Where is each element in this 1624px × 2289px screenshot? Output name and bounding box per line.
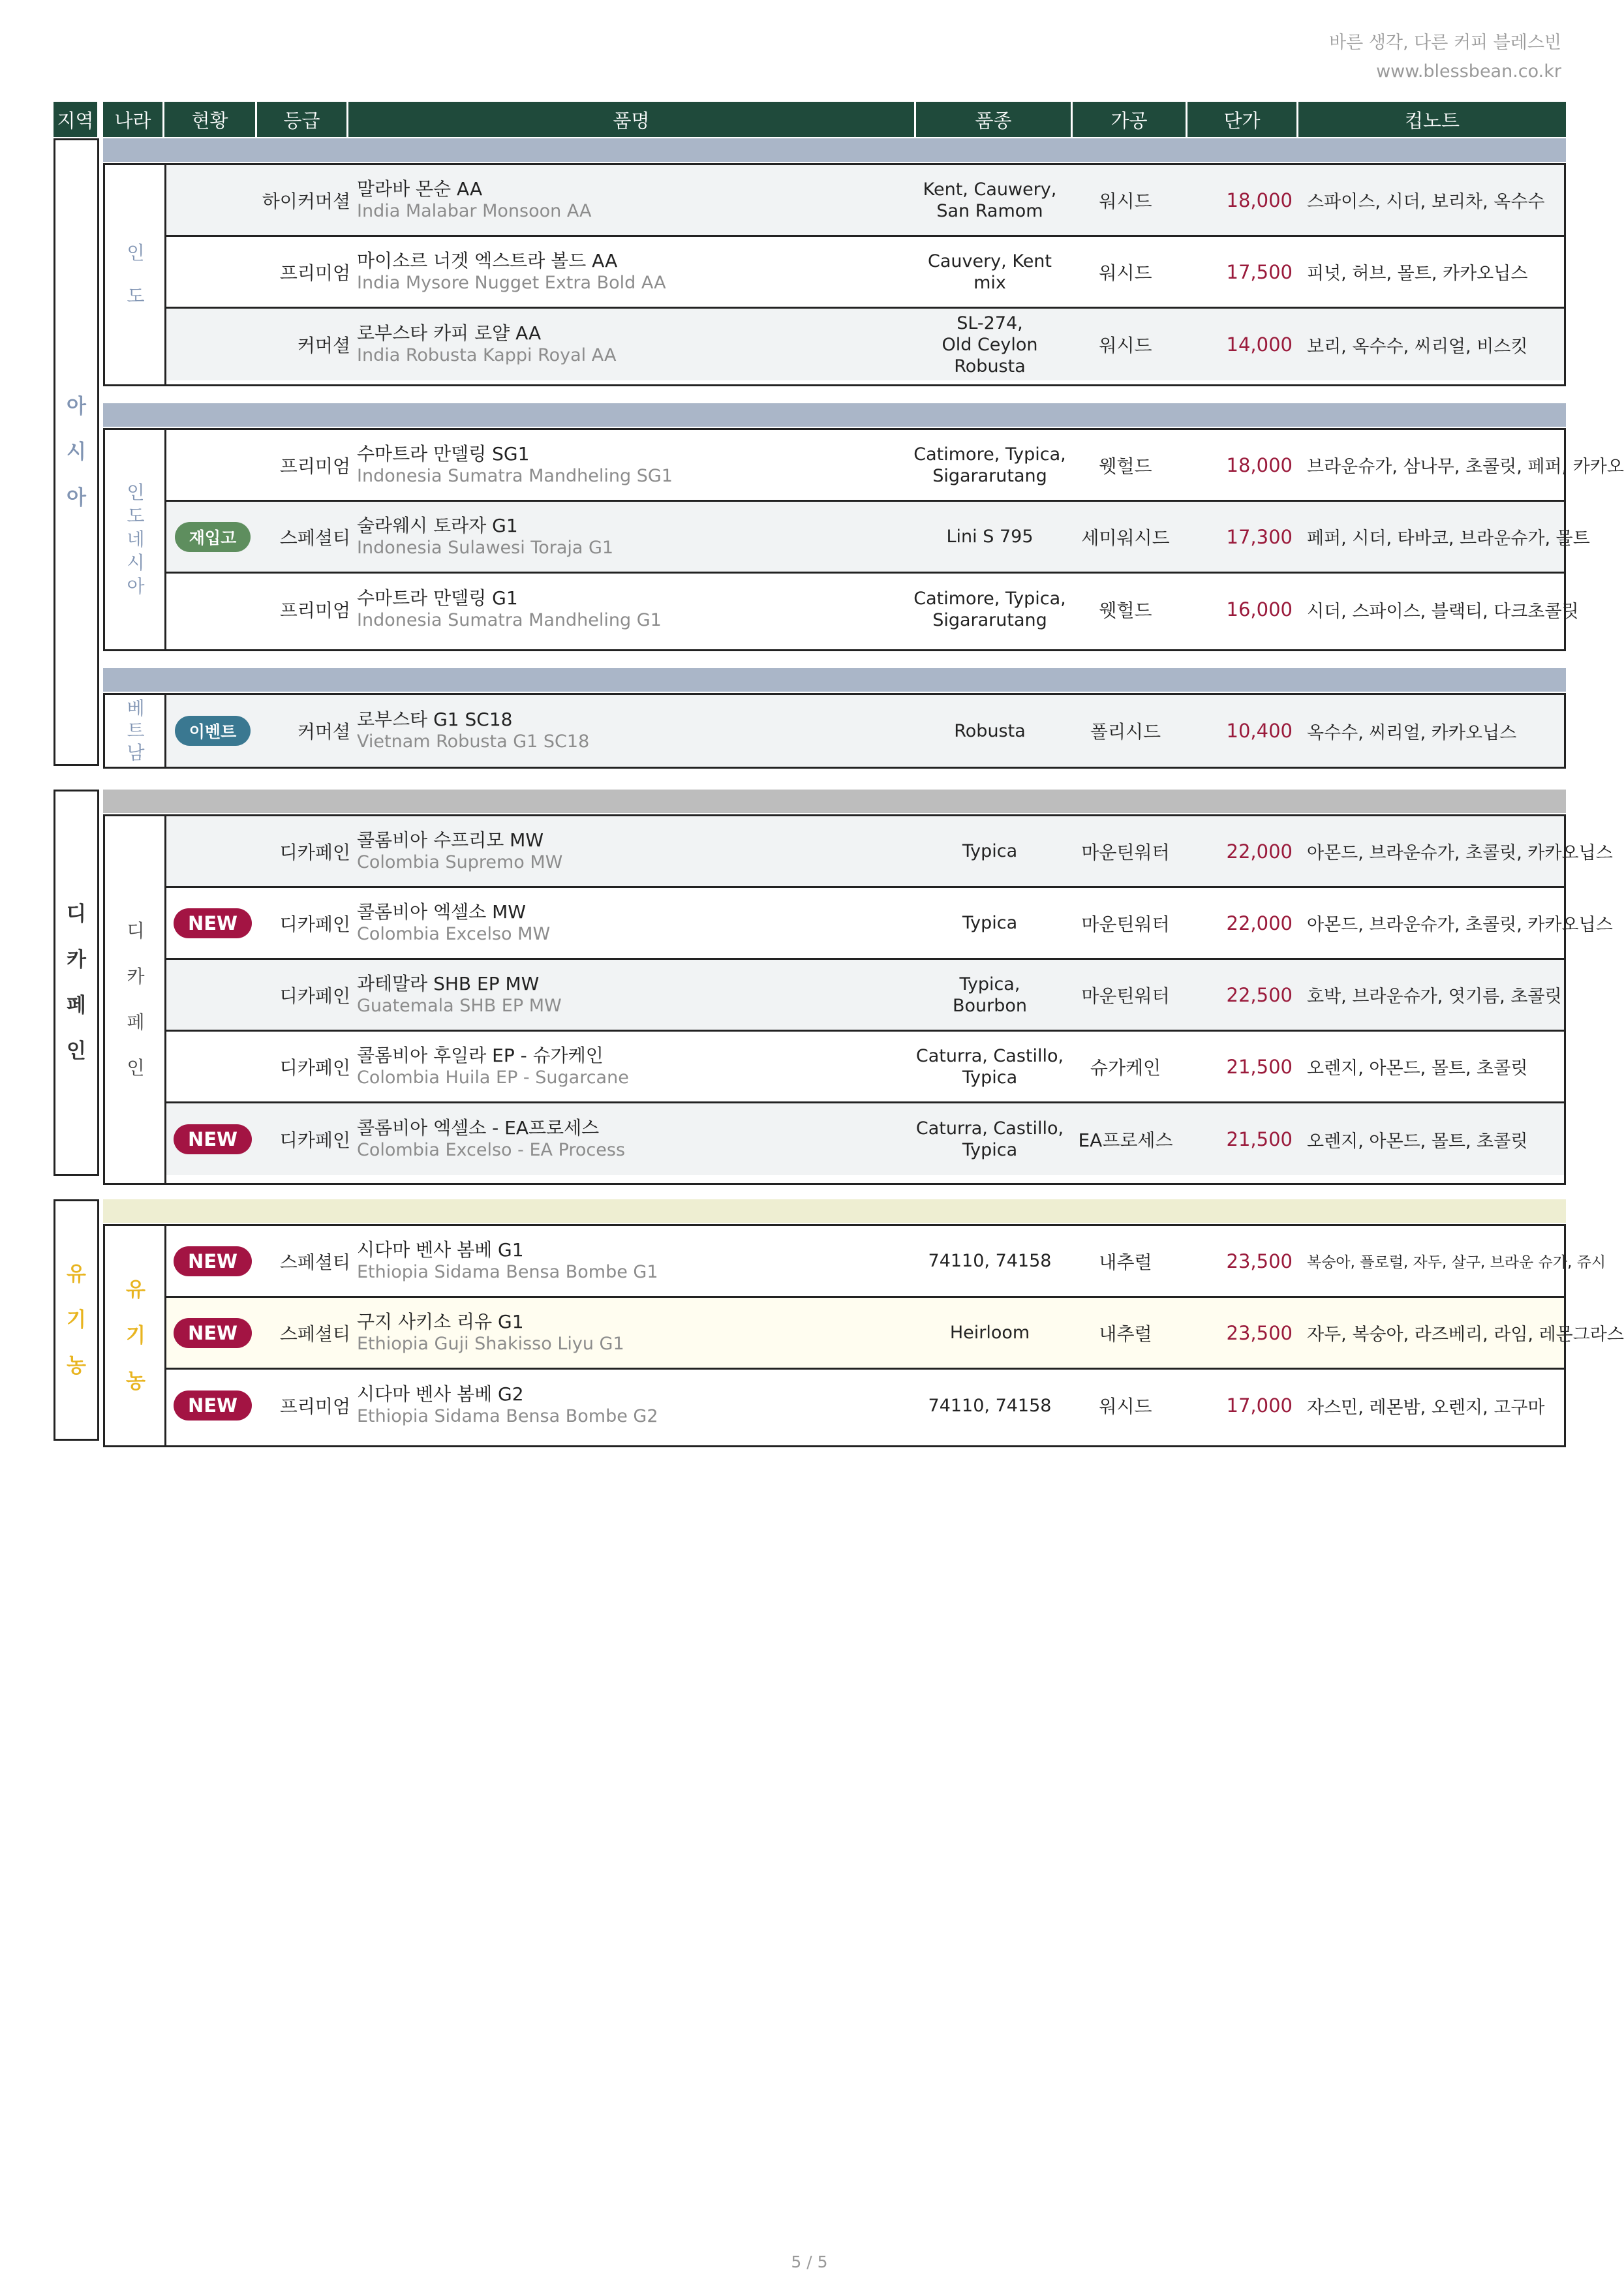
product-name-ko: 콜롬비아 수프리모 MW (357, 829, 544, 851)
region-label-char: 유 (67, 1263, 86, 1286)
product-name-en: Ethiopia Guji Shakisso Liyu G1 (357, 1333, 624, 1354)
variety-cell: 74110, 74158 (928, 1251, 1052, 1271)
header-country: 나라 (103, 102, 164, 137)
region-asia (54, 138, 99, 766)
header-status: 현황 (164, 102, 257, 137)
header-gap (99, 102, 103, 137)
process-cell: 마운틴워터 (1081, 841, 1170, 863)
price-cell: 22,000 (1226, 840, 1293, 863)
table-row (166, 502, 1590, 574)
grade-cell: 프리미엄 (279, 262, 350, 284)
header-process: 가공 (1073, 102, 1187, 137)
product-name-en: Colombia Huila EP - Sugarcane (357, 1067, 629, 1088)
country-label-char: 인 (127, 482, 145, 503)
product-name-ko: 시다마 벤사 봄베 G2 (357, 1383, 524, 1405)
product-name-ko: 과테말라 SHB EP MW (357, 972, 540, 994)
cup-notes-cell: 브라운슈가, 삼나무, 초콜릿, 페퍼, 카카오 (1307, 457, 1624, 477)
cup-notes-cell: 자스민, 레몬밤, 오렌지, 고구마 (1307, 1397, 1545, 1418)
product-name-ko: 로부스타 G1 SC18 (357, 709, 513, 730)
price-cell: 18,000 (1226, 189, 1293, 211)
country-label-char: 농 (126, 1370, 146, 1393)
product-name-cell (350, 888, 912, 958)
brand-url: www.blessbean.co.kr (1376, 61, 1561, 82)
product-name-en: Ethiopia Sidama Bensa Bombe G1 (357, 1261, 658, 1282)
product-name-en: Colombia Supremo MW (357, 852, 563, 872)
product-name-cell (350, 574, 912, 645)
product-rows (164, 428, 1624, 651)
product-name-cell (350, 695, 912, 767)
header-name: 품명 (348, 102, 916, 137)
status-cell (166, 1298, 259, 1368)
region-label-char: 페 (67, 994, 86, 1017)
product-name-cell (350, 960, 912, 1030)
status-cell (166, 309, 259, 380)
product-name-ko: 시다마 벤사 봄베 G1 (357, 1238, 524, 1261)
process-cell: 워시드 (1099, 1396, 1152, 1417)
grade-cell: 커머셜 (297, 721, 350, 743)
variety-cell: Robusta (954, 720, 1026, 741)
product-name-cell (350, 502, 912, 572)
product-name-ko: 말라바 몬순 AA (357, 177, 483, 200)
variety-cell: Typica, Bourbon (952, 974, 1028, 1016)
status-cell (166, 502, 259, 572)
grade-cell: 스페셜티 (279, 1251, 350, 1273)
status-badge: NEW (174, 908, 252, 938)
product-name-ko: 수마트라 만델링 SG1 (357, 442, 530, 465)
variety-cell: Caturra, Castillo, Typica (915, 1118, 1064, 1160)
product-name-en: Colombia Excelso - EA Process (357, 1140, 626, 1160)
product-name-cell (350, 1370, 912, 1441)
product-name-en: Colombia Excelso MW (357, 923, 551, 944)
product-name-cell (350, 1226, 912, 1296)
country-label-char: 남 (127, 742, 145, 763)
product-rows (164, 814, 1613, 1185)
page-number: 5 / 5 (791, 2252, 828, 2271)
cup-notes-cell: 아몬드, 브라운슈가, 초콜릿, 카카오닙스 (1307, 843, 1613, 863)
cup-notes-cell: 아몬드, 브라운슈가, 초콜릿, 카카오닙스 (1307, 915, 1613, 935)
cup-notes-cell: 오렌지, 아몬드, 몰트, 초콜릿 (1307, 1131, 1528, 1152)
status-cell (166, 960, 259, 1030)
price-cell: 22,000 (1226, 912, 1293, 934)
table-row (166, 695, 1564, 767)
country-label-char: 네 (127, 529, 145, 550)
status-cell (166, 888, 259, 958)
country-label-char: 유 (126, 1278, 146, 1302)
variety-cell: Cauvery, Kent mix (927, 251, 1052, 293)
country-label-char: 시 (127, 552, 145, 574)
country-cell (103, 1224, 166, 1447)
brand-block (1329, 29, 1561, 86)
product-name-ko: 콜롬비아 후일라 EP - 슈가케인 (357, 1044, 604, 1066)
process-cell: 워시드 (1099, 262, 1152, 284)
country-label-char: 도 (127, 285, 145, 307)
variety-cell: SL-274, Old Ceylon Robusta (942, 313, 1038, 376)
region-label-char: 인 (67, 1039, 86, 1063)
product-rows (164, 163, 1566, 386)
product-name-en: Vietnam Robusta G1 SC18 (357, 731, 590, 752)
country-label-char: 페 (127, 1011, 145, 1033)
price-cell: 17,500 (1226, 260, 1293, 283)
country-cell (103, 693, 166, 769)
header-variety: 품종 (916, 102, 1073, 137)
product-name-en: India Malabar Monsoon AA (357, 200, 592, 221)
product-name-en: Guatemala SHB EP MW (357, 995, 562, 1016)
region-label-char: 아 (67, 486, 86, 510)
table-row (166, 1370, 1564, 1441)
variety-cell: Typica (962, 841, 1018, 861)
product-name-ko: 구지 사키소 리유 G1 (357, 1310, 524, 1332)
cup-notes-cell: 보리, 옥수수, 씨리얼, 비스킷 (1307, 336, 1528, 357)
cup-notes-cell: 시더, 스파이스, 블랙티, 다크초콜릿 (1307, 601, 1579, 622)
price-cell: 10,400 (1226, 720, 1293, 742)
cup-notes-cell: 자두, 복숭아, 라즈베리, 라임, 레몬그라스 (1307, 1325, 1624, 1345)
price-cell: 21,500 (1226, 1128, 1293, 1150)
grade-cell: 하이커머셜 (262, 190, 350, 212)
country-label-char: 트 (127, 720, 145, 741)
status-badge: 재입고 (175, 522, 251, 552)
header-price: 단가 (1187, 102, 1298, 137)
price-cell: 21,500 (1226, 1055, 1293, 1078)
product-name-ko: 술라웨시 토라자 G1 (357, 514, 518, 536)
country-label-char: 인 (127, 242, 145, 264)
region-label-char: 카 (67, 948, 86, 972)
grade-cell: 프리미엄 (279, 455, 350, 477)
country-label-char: 베 (127, 698, 145, 719)
header-notes: 컵노트 (1404, 109, 1460, 132)
process-cell: 슈가케인 (1090, 1056, 1161, 1079)
status-badge: NEW (174, 1124, 252, 1154)
product-name-ko: 마이소르 너겟 엑스트라 볼드 AA (357, 249, 618, 271)
cup-notes-cell: 복숭아, 플로럴, 자두, 살구, 브라운 슈가, 쥬시 (1307, 1254, 1606, 1271)
region-label-char: 아 (67, 395, 86, 418)
table-row (166, 309, 1564, 380)
variety-cell: Lini S 795 (946, 527, 1034, 547)
country-label-char: 아 (127, 576, 145, 597)
cup-notes-cell: 페퍼, 시더, 타바코, 브라운슈가, 몰트 (1307, 529, 1590, 549)
region-label-char: 농 (67, 1354, 86, 1377)
table-row (166, 1226, 1606, 1298)
table-row (166, 165, 1564, 237)
variety-cell: Catimore, Typica, Sigararutang (913, 589, 1066, 630)
country-cell (103, 428, 166, 651)
cup-notes-cell: 오렌지, 아몬드, 몰트, 초콜릿 (1307, 1058, 1528, 1079)
grade-cell: 디카페인 (279, 1129, 350, 1151)
grade-cell: 스페셜티 (279, 527, 350, 549)
product-name-en: India Robusta Kappi Royal AA (357, 345, 617, 365)
product-name-en: Indonesia Sumatra Mandheling G1 (357, 610, 662, 630)
product-name-ko: 수마트라 만델링 G1 (357, 587, 518, 609)
product-name-ko: 콜롬비아 엑셀소 MW (357, 900, 526, 923)
product-name-en: Indonesia Sumatra Mandheling SG1 (357, 465, 673, 486)
price-cell: 22,500 (1226, 983, 1293, 1006)
status-cell (166, 1370, 259, 1441)
country-cell (103, 814, 166, 1185)
status-cell (166, 816, 259, 886)
product-name-cell (350, 1032, 912, 1101)
price-cell: 23,500 (1226, 1321, 1293, 1344)
product-name-cell (350, 309, 912, 380)
process-cell: 폴리시드 (1090, 721, 1161, 743)
product-name-cell (350, 1298, 912, 1368)
process-cell: 워시드 (1099, 190, 1152, 212)
price-cell: 17,300 (1226, 525, 1293, 548)
process-cell: EA프로세스 (1078, 1129, 1173, 1151)
product-name-cell (350, 165, 912, 235)
product-name-en: Ethiopia Sidama Bensa Bombe G2 (357, 1406, 658, 1426)
cup-notes-cell: 옥수수, 씨리얼, 카카오닙스 (1307, 722, 1517, 743)
product-name-cell (350, 1103, 912, 1175)
process-cell: 웻헐드 (1099, 455, 1152, 477)
table-row (166, 888, 1613, 960)
product-rows (164, 1224, 1624, 1447)
country-label-char: 도 (127, 505, 145, 527)
table-row (166, 1298, 1624, 1370)
country-label-char: 기 (126, 1324, 146, 1347)
group-band (103, 668, 1566, 692)
status-cell (166, 237, 259, 307)
cup-notes-cell: 스파이스, 시더, 보리차, 옥수수 (1307, 192, 1545, 212)
variety-cell: 74110, 74158 (928, 1395, 1052, 1416)
product-name-ko: 콜롬비아 엑셀소 - EA프로세스 (357, 1117, 600, 1139)
status-cell (166, 165, 259, 235)
brand-slogan: 바른 생각, 다른 커피 블레스빈 (1329, 33, 1561, 53)
variety-cell: Caturra, Castillo, Typica (915, 1045, 1064, 1088)
variety-cell: Catimore, Typica, Sigararutang (913, 444, 1066, 486)
status-badge: 이벤트 (175, 716, 251, 746)
grade-cell: 디카페인 (279, 841, 350, 863)
product-name-en: Indonesia Sulawesi Toraja G1 (357, 537, 614, 558)
status-badge: NEW (174, 1318, 252, 1348)
process-cell: 마운틴워터 (1081, 913, 1170, 935)
process-cell: 마운틴워터 (1081, 985, 1170, 1007)
country-label-char: 디 (127, 920, 145, 942)
status-cell (166, 1032, 259, 1101)
table-row (166, 237, 1564, 309)
region-label-char: 시 (67, 440, 86, 464)
region-label-char: 디 (67, 902, 86, 926)
product-name-cell (350, 237, 912, 307)
status-cell (166, 1226, 259, 1296)
process-cell: 내추럴 (1099, 1323, 1152, 1345)
grade-cell: 디카페인 (279, 1056, 350, 1079)
group-band (103, 403, 1566, 427)
group-band (103, 790, 1566, 813)
region-label-char: 기 (67, 1308, 86, 1332)
status-cell (166, 430, 259, 500)
product-name-ko: 로부스타 카피 로얄 AA (357, 322, 542, 344)
grade-cell: 디카페인 (279, 985, 350, 1007)
status-badge: NEW (174, 1246, 252, 1276)
price-cell: 16,000 (1226, 598, 1293, 621)
group-band (103, 1199, 1566, 1223)
variety-cell: Kent, Cauwery, San Ramom (923, 179, 1057, 221)
status-cell (166, 695, 259, 767)
table-row (166, 816, 1613, 888)
grade-cell: 디카페인 (279, 913, 350, 935)
process-cell: 내추럴 (1099, 1251, 1152, 1273)
table-row (166, 430, 1624, 502)
grade-cell: 커머셜 (297, 335, 350, 356)
price-cell: 17,000 (1226, 1394, 1293, 1417)
table-row (166, 1032, 1564, 1103)
product-name-cell (350, 816, 912, 886)
region-organic (54, 1199, 99, 1441)
header-grade: 등급 (257, 102, 348, 137)
status-badge: NEW (174, 1390, 252, 1421)
table-row (166, 574, 1579, 645)
country-label-char: 인 (127, 1057, 145, 1079)
country-cell (103, 163, 166, 386)
price-cell: 23,500 (1226, 1250, 1293, 1272)
product-rows (164, 693, 1566, 769)
region-decaf (54, 790, 99, 1176)
variety-cell: Typica (962, 913, 1018, 933)
grade-cell: 프리미엄 (279, 1396, 350, 1417)
table-row (166, 1103, 1564, 1175)
cup-notes-cell: 피넛, 허브, 몰트, 카카오닙스 (1307, 264, 1528, 284)
header-region: 지역 (54, 102, 99, 137)
group-band (103, 138, 1566, 162)
price-cell: 14,000 (1226, 333, 1293, 356)
table-header (54, 102, 1566, 137)
process-cell: 세미워시드 (1081, 527, 1170, 549)
variety-cell: Heirloom (949, 1323, 1030, 1343)
grade-cell: 스페셜티 (279, 1323, 350, 1345)
price-cell: 18,000 (1226, 453, 1293, 476)
country-label-char: 카 (127, 966, 145, 987)
cup-notes-cell: 호박, 브라운슈가, 엿기름, 초콜릿 (1307, 987, 1562, 1007)
table-row (166, 960, 1564, 1032)
status-cell (166, 574, 259, 645)
grade-cell: 프리미엄 (279, 600, 350, 621)
process-cell: 워시드 (1099, 335, 1152, 356)
status-cell (166, 1103, 259, 1175)
process-cell: 웻헐드 (1099, 600, 1152, 621)
product-name-cell (350, 430, 912, 500)
product-name-en: India Mysore Nugget Extra Bold AA (357, 272, 666, 293)
